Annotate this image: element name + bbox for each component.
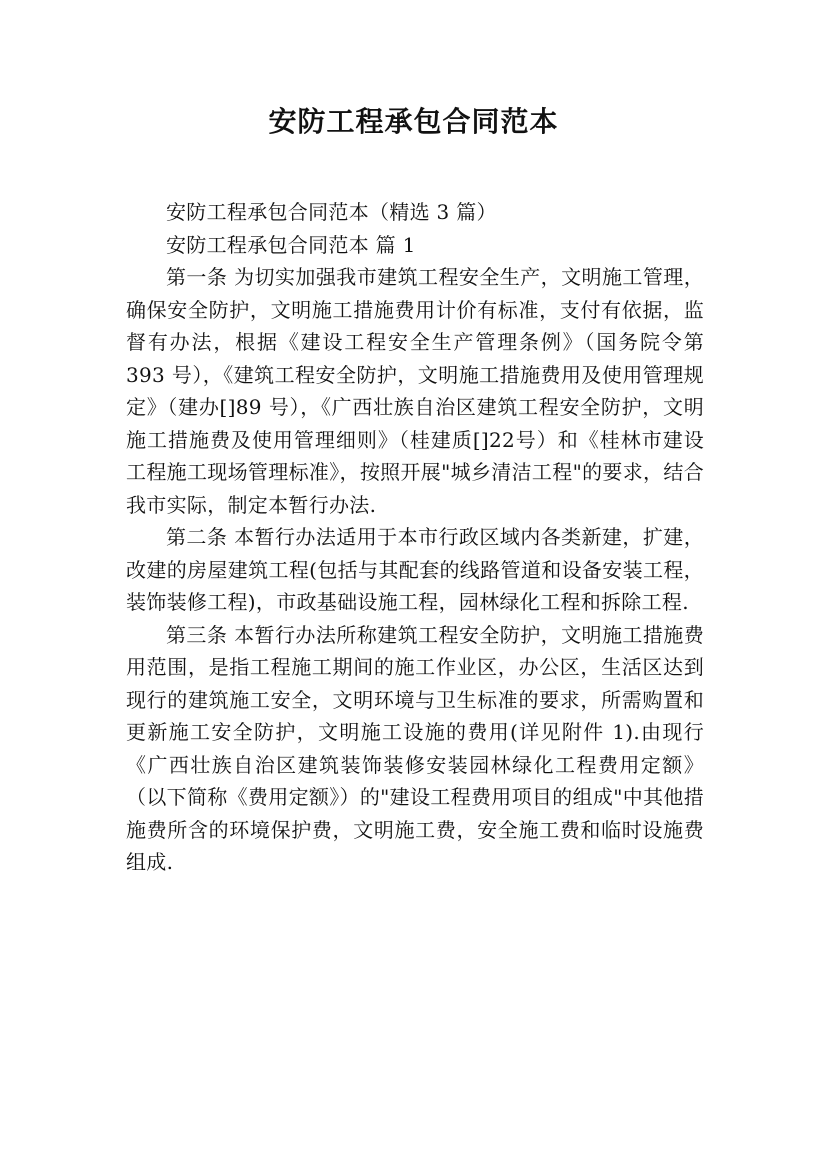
paragraph-article-3: 第三条 本暂行办法所称建筑工程安全防护，文明施工措施费用范围，是指工程施工期间的施工作业区，办公区，生活区达到现行的建筑施工安全，文明环境与卫生标准的要求，所需购置和更新施工安全防护，文明施工设施的费用(详见附件 1).由现行《广西壮族自治区建筑装饰装修安装园林绿化工程费用定额》（以下简称《费用定额》）的"建设工程费用项目的组成"中其他措施费所含的环境保护费，文明施工费，安全施工费和临时设施费组成.: [126, 622, 704, 874]
document-title: 安防工程承包合同范本: [268, 105, 559, 138]
document-body: [126, 196, 704, 879]
section-heading: 安防工程承包合同范本 篇 1: [166, 232, 416, 257]
paragraph-article-2: 第二条 本暂行办法适用于本市行政区域内各类新建，扩建，改建的房屋建筑工程(包括与其配套的线路管道和设备安装工程，装饰装修工程)，市政基础设施工程，园林绿化工程和拆除工程.: [126, 525, 704, 614]
paragraph-article-1: 第一条 为切实加强我市建筑工程安全生产，文明施工管理，确保安全防护，文明施工措施费用计价有标准，支付有依据，监督有办法，根据《建设工程安全生产管理条例》（国务院令第 393 号），《建筑工程安全防护，文明施工措施费用及使用管理规定》（建办[]89 号），《广西壮族自治区建筑工程安全防护，文明施工措施费及使用管理细则》（桂建质[]22号）和《桂林市建设工程施工现场管理标准》，按照开展"城乡清洁工程"的要求，结合我市实际，制定本暂行办法.: [126, 265, 704, 517]
document-subtitle: 安防工程承包合同范本（精选 3 篇）: [166, 200, 497, 224]
